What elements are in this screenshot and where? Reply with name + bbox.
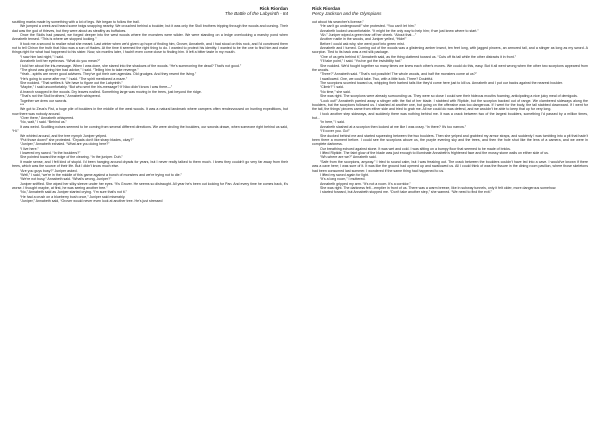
paragraph: “It's a long room,” I muttered. — [320, 177, 366, 182]
paragraph: “Juniper,” Annabeth said, “Grover would never even look at another tree. He's just stressed — [20, 199, 163, 204]
paragraph: Annabeth and I turned. Coming out of the woods was a glistening amber insect, ten feet long, with jagged pincers, an armored tail, and a stinger as long as my sword. A scorpion. Tied to its back was a red silk package. — [312, 46, 588, 55]
paragraph: “Well,” I said, “we're in the middle of this game against a bunch of monsters and we're trying not to die.” — [20, 172, 182, 177]
paragraph: We got to Zeus's Fist, a huge pile of boulders in the middle of the west woods. It was a natural landmark where campers often rendezvoused on hunting expeditions, but now there was nobody around. — [12, 107, 288, 116]
paragraph: “Yeah…spirits are never good advisers. They've got their own agendas. Old grudges. And they resent the living.” — [20, 72, 197, 77]
paragraph: “Safe from the scorpions, anyway.” I tried to sound calm, but I was freaking out. The crack between the boulders couldn't have led into a cave. I would've known if there was a cave here; I was sure of it. It was like the ground had opened up and swallowed us. All I could think of was the fissure in the dining room pavilion, where those skeletons had been consumed last summer. I wondered if the same thing had happened to us. — [312, 159, 588, 173]
header-author: Rick Riordan — [259, 6, 288, 11]
paragraph: We jumped a creek and heard some twigs snapping nearby. We crouched behind a boulder, but it was only the Stoll brothers tripping through the woods and cursing. Their dad was the god of thieves, but they were about as stealthy as buffaloes. — [12, 24, 288, 33]
paragraph: Annabeth gripped my arm. “It's not a room. It's a corridor.” — [320, 181, 411, 186]
paragraph: We whirled around, and the tree nymph Juniper yelped. — [20, 133, 108, 138]
paragraph: Another rustle in the woods, and Juniper yelled, “Hide!” — [320, 37, 407, 42]
paragraph: “I live here.” — [20, 146, 39, 151]
paragraph: I swallowed. One, we could take. Two, with a little luck. Three? Doubtful. — [320, 76, 434, 81]
paragraph: “In here,” I said. — [320, 120, 345, 125]
paragraph: It was weird. Scuttling noises seemed to be coming from several different directions. We were circling the boulders, our swords drawn, when someone right behind us said, “Hi.” — [12, 124, 288, 134]
paragraph: She was right. The darkness felt…emptier in front of us. There was a warm breeze, like in subway tunnels, only it felt older, more dangerous somehow. — [320, 186, 557, 191]
paragraph: Once the Stolls had passed, we forged deeper into the west woods where the monsters were wilder. We were standing on a ledge overlooking a marshy pond when Annabeth tensed. “This is where we stopped looking.” — [12, 32, 288, 42]
page-body — [12, 20, 288, 204]
paragraph: “Three?” Annabeth said. “That's not possible! The whole woods, and half the monsters come at us?” — [320, 72, 477, 77]
paragraph: “One of us gets behind it,” Annabeth said, as the thing clattered toward us. “Cuts off its tail while the other distracts it in front.” — [320, 54, 516, 59]
paragraph: “Juniper,” Annabeth exhaled. “What are you doing here?” — [20, 142, 110, 147]
paragraph: out about his searcher's license.” — [312, 19, 364, 24]
paragraph: “That's not the Stoll brothers,” Annabeth whispered. — [20, 94, 101, 99]
paragraph: “The ghost was giving him bad advice,” I said. “Telling him to take revenge.” — [20, 67, 139, 72]
right-page — [300, 0, 600, 424]
paragraph: Our breathing echoed against stone. It was wet and cold. I was sitting on a bumpy floor that seemed to be made of bricks. — [320, 146, 511, 151]
paragraph: *** — [20, 102, 25, 107]
paragraph: I took another step sideways, and suddenly there was nothing behind me. It was a crack between two of the largest boulders, something I'd passed by a million times, but… — [312, 111, 588, 121]
paragraph: scuttling marks made by something with a lot of legs. We began to follow the trail. — [12, 19, 140, 24]
paragraph: “We're not busy,” Annabeth said. “What's wrong, Juniper?” — [20, 177, 112, 182]
page-header — [312, 6, 588, 17]
paragraph: Before I could ask why, she went poof into green mist. — [320, 41, 405, 46]
paragraph: Annabeth slashed at a scorpion then looked at me like I was crazy. “In there? It's too narrow.” — [320, 124, 466, 129]
paragraph: “Ah.” Juniper wiped a green tear off her cheek. “About that…” — [320, 32, 417, 37]
paragraph: “Climb?” I said. — [320, 85, 344, 90]
page-header — [12, 6, 288, 17]
paragraph: “Look out!” Annabeth parried away a stinger with the flat of her blade. I stabbed with Riptide, but the scorpion backed out of range. We clambered sideways along the boulders, but the scorpions followed us. I slashed at another one, but going on the offensive was too dangerous. If I went for the body, the tail stabbed downward. If I went for the tail, the things' pincers came from either side and tried to grab me. All we could do was defend, and we wouldn't be able to keep that up for very long. — [312, 98, 588, 112]
paragraph: “Are you guys busy?” Juniper asked. — [20, 168, 78, 173]
paragraph: “He's going to come after me,” I said. “The spirit mentioned a maze.” — [20, 76, 128, 81]
paragraph: “He can't go underground!” she protested. “You can't let him.” — [320, 24, 416, 29]
paragraph: Juniper sniffled. She wiped her silky sleeve under her eyes. “It's Grover. He seems so distraught. All year he's been out looking for Pan. And every time he comes back, it's worse. I thought maybe, at first, he was seeing another tree.” — [12, 181, 288, 191]
paragraph: She pointed toward the edge of the clearing. “In the juniper. Duh.” — [20, 155, 123, 160]
header-title: The Battle of the Labyrinth - 84 — [224, 11, 288, 17]
paragraph: I told her about the Iris-message. When I was done, she stared into the shadows of the woods. “He's summoning the dead? That's not good.” — [20, 63, 242, 68]
paragraph: I lifted my sword again for light. — [320, 172, 369, 177]
paragraph: I started forward, but Annabeth stopped me. “Don't take another step,” she warned. “We need to find the exit.” — [320, 190, 492, 195]
paragraph: “I'll cover you. Go!” — [320, 129, 350, 134]
page-body — [312, 20, 588, 195]
paragraph: “Put those down!” she protested. “Dryads don't like sharp blades, okay?” — [20, 137, 134, 142]
paragraph: The scorpions scurried toward us, whipping their barbed tails like they'd come here just to kill us. Annabeth and I put our backs against the nearest boulder. — [320, 81, 563, 86]
paragraph: “Wh-where are we?” Annabeth said. — [320, 155, 377, 160]
paragraph: Annabeth looked uncomfortable. “It might be the only way to help him; if we just knew where to start.” — [320, 28, 479, 33]
paragraph: She ducked behind me and started squeezing between the two boulders. Then she yelped and grabbed my armor straps, and suddenly I was tumbling into a pit that hadn't been there a moment before. I could see the scorpions above us, the purple evening sky and the trees, and then the hole shut like the lens of a camera, and we were in complete darkness. — [312, 133, 588, 147]
header-author: Rick Riordan — [312, 6, 341, 11]
paragraph: “I saw him last night,” I said. — [20, 54, 64, 59]
paragraph: “No,” Annabeth said as Juniper started crying. “I'm sure that's not it.” — [20, 190, 127, 195]
paragraph: I lowered my sword. “In the boulders?” — [20, 151, 81, 156]
paragraph: It took me a second to realize what she meant. Last winter when we'd given up hope of finding him, Grover, Annabeth, and I had stood on this rock, and I'd convinced them not to tell Chiron the truth that Nico was a son of Hades. At the time it seemed the right thing to do. I wanted to protect his identity. I wanted to be the one to find him and make things right for what had happened to his sister. Now, six months later, I hadn't even come close to finding him. It left a bitter taste in my mouth. — [12, 41, 288, 55]
paragraph: It made sense, and I felt kind of stupid. I'd been hanging around dryads for years, but I never really talked to them much. I knew they couldn't go very far away from their trees, which was the source of their life. But I didn't know much else. — [12, 159, 288, 169]
header-title: Percy Jackson and the Olympians — [312, 11, 382, 17]
paragraph: Together we drew our swords. — [20, 98, 68, 103]
paragraph: “No time,” she said. — [320, 89, 351, 94]
paragraph: I lifted Riptide. The faint glow of the blade was just enough to illuminate Annabeth's frightened face and the mossy stone walls on either side of us. — [320, 151, 549, 156]
paragraph: “No, wait,” I said. “Behind us.” — [20, 120, 67, 125]
paragraph: She nodded. “That settles it. We have to figure out the Labyrinth.” — [20, 81, 123, 86]
paragraph: “He had a crush on a blueberry bush once,” Juniper said miserably. — [20, 194, 126, 199]
paragraph: Annabeth knit her eyebrows. “What do you mean?” — [20, 59, 101, 64]
paragraph: A branch snapped in the woods. Dry leaves rustled. Something large was moving in the trees, just beyond the ridge. — [20, 89, 202, 94]
paragraph: She nodded. We'd fought together so many times we knew each other's moves. We could do this, easy. But it all went wrong when the other two scorpions appeared from the woods. — [312, 63, 588, 72]
paragraph: “Over there,” Annabeth whispered. — [20, 116, 75, 121]
paragraph: “I'll take point,” I said. “You've got the invisibility hat.” — [320, 59, 402, 64]
paragraph: “Maybe,” I said uncomfortably. “But who sent the Iris-message? If Nico didn't know I was there—” — [20, 85, 173, 90]
paragraph: She was right. The scorpions were already surrounding us. They were so close I could see their hideous mouths foaming, anticipating a nice juicy meal of demigods. — [320, 94, 578, 99]
